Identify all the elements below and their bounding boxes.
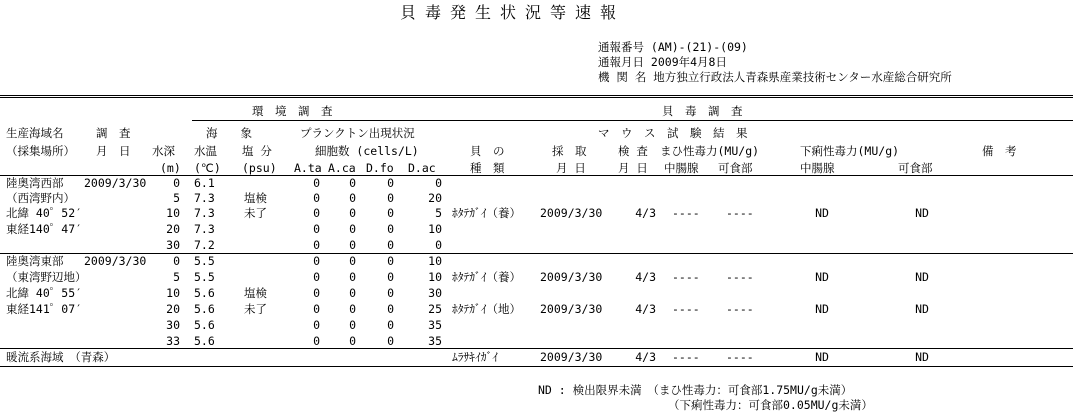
row-salinity: 塩検 <box>244 191 267 205</box>
row-collect-date: 2009/3/30 <box>540 206 603 220</box>
row-a-ca: 0 <box>349 286 356 300</box>
temp-header: 水温 <box>194 144 217 158</box>
table-bottom-rule <box>0 366 1073 367</box>
row-depth: 20 <box>166 222 180 236</box>
report-number: 通報番号 (AM)-(21)-(09) <box>598 40 748 54</box>
row-area: 東経140゜47′ <box>6 222 83 236</box>
row-a-ta: 0 <box>313 302 320 316</box>
row-d-fo: 0 <box>387 302 394 316</box>
row-dsp-edible: ND <box>915 302 929 316</box>
row-d-fo: 0 <box>387 206 394 220</box>
row-depth: 30 <box>166 238 180 252</box>
row-psp-gland: ---- <box>672 206 700 220</box>
row-depth: 33 <box>166 334 180 348</box>
row-d-ac: 20 <box>428 191 442 205</box>
salinity-unit: (psu) <box>242 161 277 175</box>
row-depth: 30 <box>166 318 180 332</box>
row-shell-type: ﾎﾀﾃｶﾞｲ（養） <box>452 206 521 220</box>
row-a-ta: 0 <box>313 238 320 252</box>
row-survey-date: 2009/3/30 <box>84 176 147 190</box>
row-depth: 0 <box>173 254 180 268</box>
row-d-fo: 0 <box>387 238 394 252</box>
row-depth: 20 <box>166 302 180 316</box>
toxin-survey-header: 貝 毒 調 査 <box>662 104 743 118</box>
env-survey-header: 環 境 調 査 <box>252 104 333 118</box>
row-dsp-edible: ND <box>915 350 929 364</box>
row-shell-type: ﾎﾀﾃｶﾞｲ（養） <box>452 270 521 284</box>
row-collect-date: 2009/3/30 <box>540 302 603 316</box>
row-d-ac: 35 <box>428 334 442 348</box>
row-area: 暖流系海域 （青森） <box>6 350 116 364</box>
dsp-edible-header: 可食部 <box>898 161 933 175</box>
row-a-ta: 0 <box>313 222 320 236</box>
remarks-header: 備 考 <box>982 144 1017 158</box>
psp-header: まひ性毒力(MU/g) <box>660 144 760 158</box>
psp-gland-header: 中腸腺 <box>664 161 699 175</box>
row-psp-gland: ---- <box>672 270 700 284</box>
row-a-ta: 0 <box>313 206 320 220</box>
row-d-fo: 0 <box>387 334 394 348</box>
row-test-date: 4/3 <box>635 206 656 220</box>
row-d-fo: 0 <box>387 191 394 205</box>
env-header-rule <box>192 120 452 121</box>
row-a-ca: 0 <box>349 206 356 220</box>
row-a-ca: 0 <box>349 176 356 190</box>
row-d-ac: 30 <box>428 286 442 300</box>
row-dsp-gland: ND <box>815 350 829 364</box>
row-area: （西湾野内） <box>6 191 75 205</box>
row-a-ca: 0 <box>349 191 356 205</box>
row-temp: 5.6 <box>194 318 215 332</box>
row-a-ta: 0 <box>313 318 320 332</box>
row-temp: 5.5 <box>194 254 215 268</box>
row-test-date: 4/3 <box>635 350 656 364</box>
temp-unit: (℃) <box>194 161 221 175</box>
row-d-fo: 0 <box>387 222 394 236</box>
row-a-ca: 0 <box>349 302 356 316</box>
row-temp: 7.3 <box>194 191 215 205</box>
row-salinity: 未了 <box>244 206 267 220</box>
table-top-rule <box>0 95 1073 96</box>
row-temp: 5.6 <box>194 334 215 348</box>
row-test-date: 4/3 <box>635 302 656 316</box>
test-header: 検 査 <box>618 144 648 158</box>
row-area: 陸奥湾西部 <box>6 176 64 190</box>
survey-date-header: 月 日 <box>96 144 131 158</box>
salinity-header: 塩 分 <box>242 144 272 158</box>
row-a-ta: 0 <box>313 191 320 205</box>
row-d-ac: 10 <box>428 270 442 284</box>
row-area: 陸奥湾東部 <box>6 254 64 268</box>
row-depth: 10 <box>166 206 180 220</box>
row-temp: 5.6 <box>194 286 215 300</box>
row-depth: 5 <box>173 191 180 205</box>
row-dsp-edible: ND <box>915 270 929 284</box>
row-area: 東経141゜07′ <box>6 302 83 316</box>
area-header: 生産海域名 <box>6 126 64 140</box>
dsp-gland-header: 中腸腺 <box>800 161 835 175</box>
collect-header: 採 取 <box>552 144 587 158</box>
row-a-ta: 0 <box>313 270 320 284</box>
row-dsp-gland: ND <box>815 302 829 316</box>
row-psp-edible: ---- <box>726 206 754 220</box>
row-depth: 0 <box>173 176 180 190</box>
block2-rule <box>0 348 1073 349</box>
row-salinity: 塩検 <box>244 286 267 300</box>
row-depth: 10 <box>166 286 180 300</box>
row-survey-date: 2009/3/30 <box>84 254 147 268</box>
row-temp: 7.3 <box>194 206 215 220</box>
survey-header: 調 査 <box>96 126 131 140</box>
row-psp-gland: ---- <box>672 302 700 316</box>
row-d-fo: 0 <box>387 270 394 284</box>
cells-header: 細胞数 (cells/L) <box>315 144 419 158</box>
row-temp: 5.5 <box>194 270 215 284</box>
row-shell-type: ﾑﾗｻｷｲｶﾞｲ <box>452 350 498 364</box>
row-psp-gland: ---- <box>672 350 700 364</box>
species-d-ac: D.ac <box>408 161 436 175</box>
collect-date-header: 月 日 <box>556 161 586 175</box>
depth-header: 水深 <box>152 144 175 158</box>
sea-condition-header: 海 象 <box>206 126 252 140</box>
row-temp: 7.2 <box>194 238 215 252</box>
species-a-ta: A.ta <box>294 161 322 175</box>
row-dsp-gland: ND <box>815 206 829 220</box>
species-d-fo: D.fo <box>366 161 394 175</box>
row-a-ca: 0 <box>349 318 356 332</box>
row-d-ac: 10 <box>428 254 442 268</box>
row-d-fo: 0 <box>387 254 394 268</box>
row-d-ac: 10 <box>428 222 442 236</box>
row-d-ac: 35 <box>428 318 442 332</box>
row-d-ac: 5 <box>435 206 442 220</box>
row-a-ta: 0 <box>313 254 320 268</box>
row-d-fo: 0 <box>387 286 394 300</box>
toxin-header-rule <box>452 120 1073 121</box>
row-a-ca: 0 <box>349 238 356 252</box>
psp-edible-header: 可食部 <box>718 161 753 175</box>
row-collect-date: 2009/3/30 <box>540 270 603 284</box>
site-header: （採集場所） <box>6 144 75 158</box>
footnote-line1: ND : 検出限界未満 （まひ性毒力：可食部1.75MU/g未満） <box>538 383 853 397</box>
row-d-ac: 0 <box>435 238 442 252</box>
row-area: 北緯 40゜55′ <box>6 286 83 300</box>
row-temp: 5.6 <box>194 302 215 316</box>
test-date-header: 月 日 <box>618 161 648 175</box>
row-temp: 7.3 <box>194 222 215 236</box>
row-psp-edible: ---- <box>726 350 754 364</box>
row-a-ca: 0 <box>349 222 356 236</box>
species-a-ca: A.ca <box>328 161 356 175</box>
table-top-rule-2 <box>0 97 1073 98</box>
row-dsp-gland: ND <box>815 270 829 284</box>
row-collect-date: 2009/3/30 <box>540 350 603 364</box>
row-a-ta: 0 <box>313 334 320 348</box>
row-a-ca: 0 <box>349 334 356 348</box>
row-shell-type: ﾎﾀﾃｶﾞｲ（地） <box>452 302 521 316</box>
plankton-header: プランクトン出現状況 <box>300 126 415 140</box>
row-salinity: 未了 <box>244 302 267 316</box>
row-a-ta: 0 <box>313 176 320 190</box>
row-a-ca: 0 <box>349 254 356 268</box>
depth-unit: (m) <box>160 161 181 175</box>
report-title: 貝毒発生状況等速報 <box>400 3 626 22</box>
row-d-ac: 0 <box>435 176 442 190</box>
row-d-ac: 25 <box>428 302 442 316</box>
footnote-line2: （下痢性毒力：可食部0.05MU/g未満） <box>668 398 873 412</box>
row-a-ca: 0 <box>349 270 356 284</box>
shell-header: 貝 の <box>470 144 505 158</box>
row-depth: 5 <box>173 270 180 284</box>
row-d-fo: 0 <box>387 318 394 332</box>
row-area: 北緯 40゜52′ <box>6 206 83 220</box>
row-psp-edible: ---- <box>726 302 754 316</box>
row-d-fo: 0 <box>387 176 394 190</box>
row-test-date: 4/3 <box>635 270 656 284</box>
row-area: （東湾野辺地） <box>6 270 87 284</box>
shell-type-header: 種 類 <box>470 161 505 175</box>
row-psp-edible: ---- <box>726 270 754 284</box>
row-dsp-edible: ND <box>915 206 929 220</box>
report-organization: 機 関 名 地方独立行政法人青森県産業技術センター水産総合研究所 <box>598 70 952 84</box>
mouse-test-header: マ ウ ス 試 験 結 果 <box>598 126 748 140</box>
row-temp: 6.1 <box>194 176 215 190</box>
row-a-ta: 0 <box>313 286 320 300</box>
dsp-header: 下痢性毒力(MU/g) <box>800 144 900 158</box>
report-date: 通報月日 2009年4月8日 <box>598 55 727 69</box>
